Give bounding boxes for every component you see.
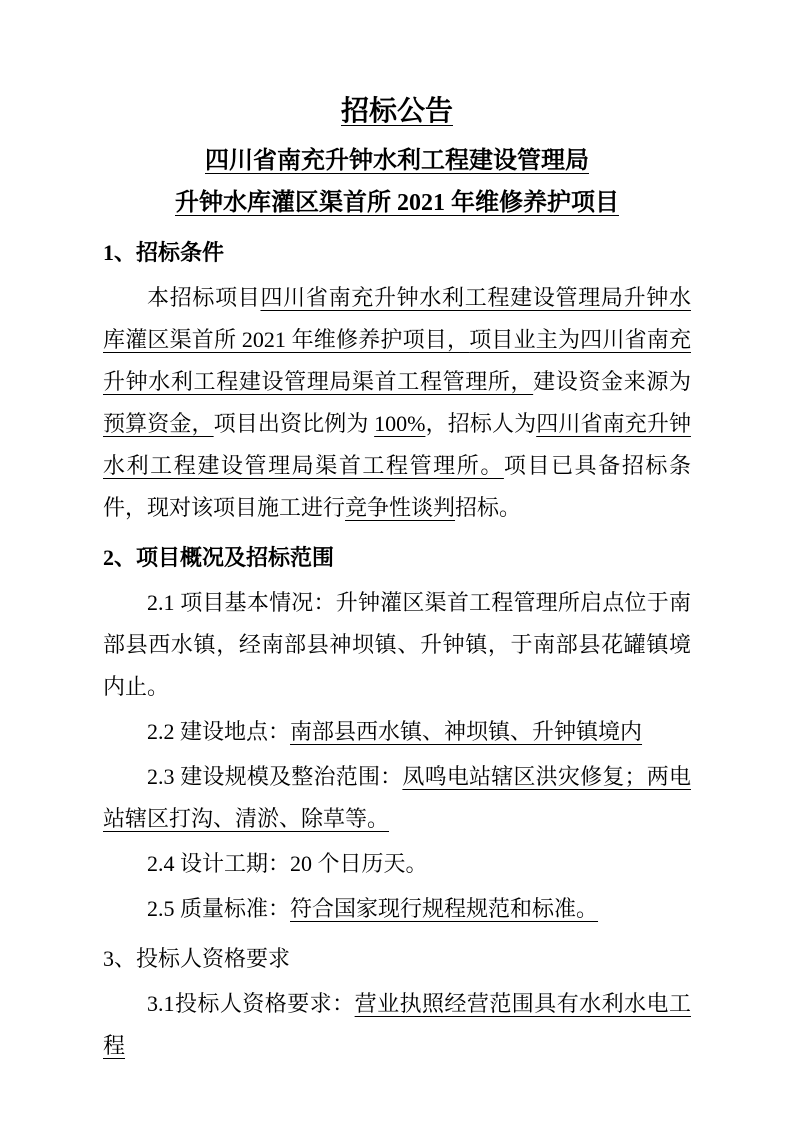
paragraph-2-1 [103,582,691,708]
underlined-text-run: 符合国家现行规程规范和标准。 [290,896,599,921]
underlined-text-run: 预算资金， [103,411,214,436]
text-run: 本招标项目 [147,285,261,310]
text-run: 2.1 项目基本情况：升钟灌区渠首工程管理所启点位于南部县西水镇，经南部县神坝镇、升钟镇，于南部县花罐镇境内止。 [103,590,691,699]
underlined-text-run: 凤鸣电站辖区洪灾修复；两电站辖区打沟、清淤、除草等。 [103,764,691,831]
text-run: 2.3 建设规模及整治范围： [147,764,403,789]
text-run: 项目出资比例为 [213,411,375,436]
text-run: 2.5 质量标准： [147,896,291,921]
text-run: 项目已具备招标条件，现对该项目施工进行 [103,453,691,520]
paragraph-2-3 [103,756,691,840]
subtitle-line-1 [103,140,691,182]
underlined-text-run: 南部县西水镇、神坝镇、升钟镇境内 [290,719,643,744]
document-title [103,92,691,132]
paragraph-2-4 [103,843,691,885]
section-heading-2: 2、项目概况及招标范围 [103,545,335,570]
underlined-text-run: 100% [374,411,426,436]
subtitle-line-2 [103,182,691,224]
paragraph-1-body [103,277,691,529]
text-run: 2.4 设计工期：20 个日历天。 [147,851,428,876]
subtitle-line-1-text: 四川省南充升钟水利工程建设管理局 [205,148,589,174]
text-run: 建设资金来源为 [533,369,691,394]
underlined-text-run: 四川省南充升钟水利工程建设管理局升钟水库灌区渠首所 2021 年维修养护项目， [103,285,691,352]
section-heading-1: 1、招标条件 [103,240,225,265]
text-run: 招标。 [455,495,522,520]
paragraph-3-1 [103,983,691,1067]
underlined-text-run: 项目业主为四川省南充升钟水利工程建设管理局渠首工程管理所， [103,327,691,394]
paragraph-2-5 [103,888,691,930]
section-heading-3: 3、投标人资格要求 [103,946,291,971]
subtitle-line-2-text: 升钟水库灌区渠首所 2021 年维修养护项目 [175,190,619,216]
underlined-text-run: 营业执照经营范围具有水利水电工程 [103,991,691,1058]
underlined-text-run: 竞争性谈判 [345,495,456,520]
document-title-text: 招标公告 [340,96,453,127]
text-run: 3.1投标人资格要求： [147,991,355,1016]
text-run: ，招标人为 [425,411,537,436]
title-block [103,92,691,224]
text-run: 2.2 建设地点： [147,719,291,744]
paragraph-2-2 [103,711,691,753]
underlined-text-run: 四川省南充升钟水利工程建设管理局渠首工程管理所。 [103,411,691,478]
